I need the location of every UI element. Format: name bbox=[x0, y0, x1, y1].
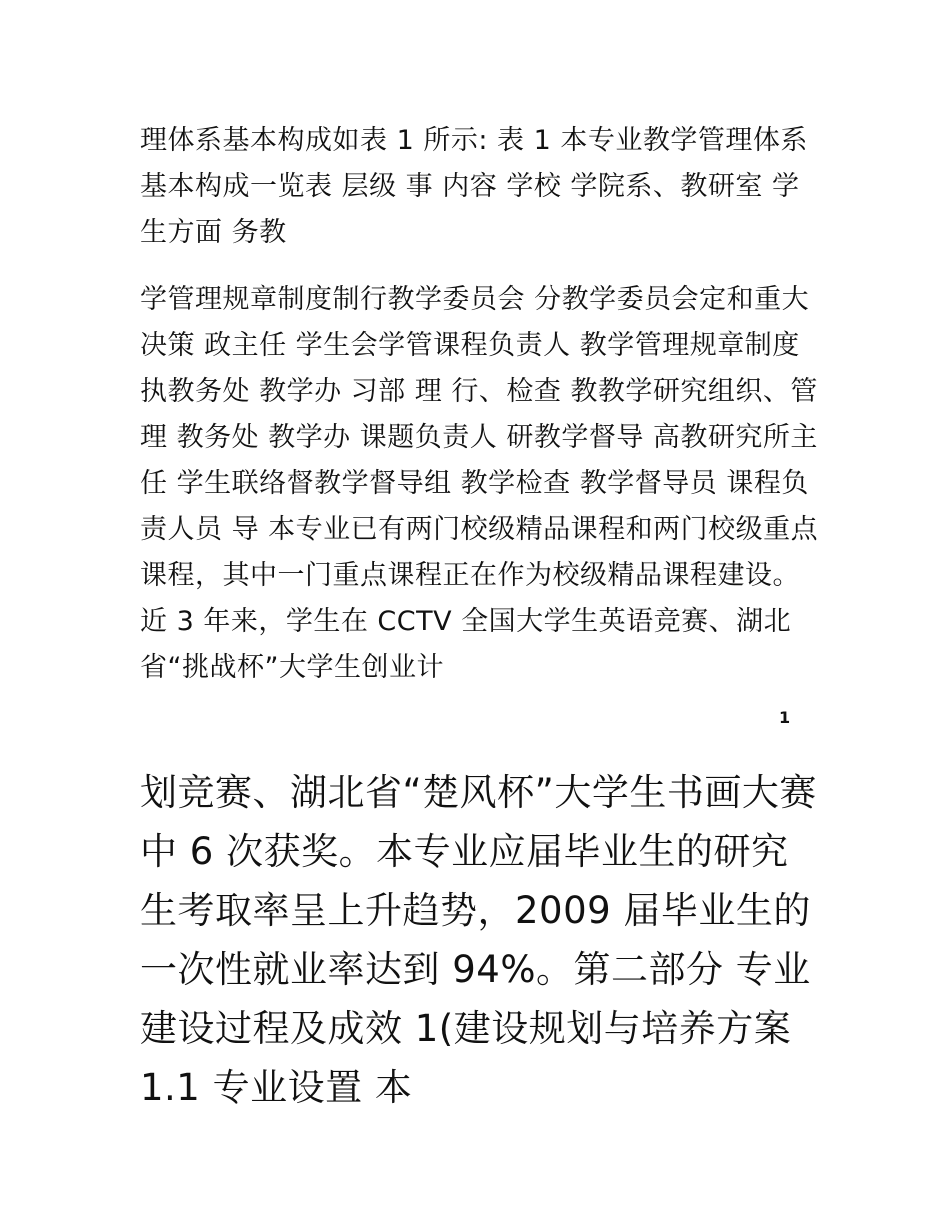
paragraph-awards-and-construction: 划竞赛、湖北省“楚风杯”大学生书画大赛中 6 次获奖。本专业应届毕业生的研究生考取率呈上升趋势，2009 届毕业生的一次性就业率达到 94%。第二部分 专业建设过程及成效 1(建设规划与培养方案 1.1 专业设置 本 bbox=[140, 771, 817, 1109]
page-number: 1 bbox=[779, 708, 791, 727]
paragraph-management-system-intro: 理体系基本构成如表 1 所示: 表 1 本专业教学管理体系基本构成一览表 层级 事 内容 学校 学院系、教研室 学生方面 务教 bbox=[140, 125, 808, 248]
paragraph-management-table-content: 学管理规章制度制行教学委员会 分教学委员会定和重大决策 政主任 学生会学管课程负责人 教学管理规章制度执教务处 教学办 习部 理 行、检查 教教学研究组织、管理 教务处 教学办 课题负责人 研教学督导 高教研究所主任 学生联络督教学督导组 教学检查 教学督导员 课程负责人员 导 本专业已有两门校级精品课程和两门校级重点课程，其中一门重点课程正在作为校级精品课程建设。 近 3 年来，学生在 CCTV 全国大学生英语竞赛、湖北省“挑战杯”大学生创业计 bbox=[140, 284, 819, 683]
